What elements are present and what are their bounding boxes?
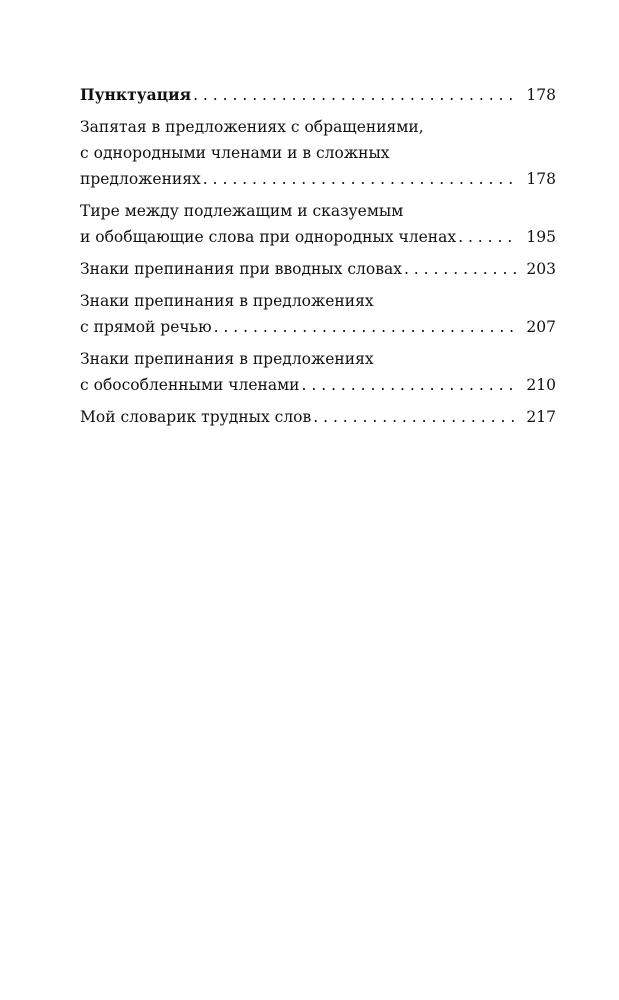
toc-entry-isolated-members[interactable]	[80, 346, 556, 398]
table-of-contents	[80, 82, 556, 436]
toc-page-number: 178	[526, 86, 556, 104]
toc-entry-title-line: Знаки препинания в предложениях	[80, 292, 374, 310]
toc-entry-title: с обособленными членами	[80, 376, 300, 394]
toc-page-number: 210	[526, 376, 556, 394]
toc-entry-comma[interactable]	[80, 114, 556, 192]
toc-entry-title: предложениях	[80, 170, 201, 188]
toc-entry-title-line: с однородными членами и в сложных	[80, 144, 390, 162]
toc-entry-title: с прямой речью	[80, 318, 212, 336]
toc-entry-line	[80, 256, 556, 282]
toc-entry-title-line: Знаки препинания в предложениях	[80, 350, 374, 368]
dot-leader	[193, 82, 518, 108]
toc-entry-line	[80, 224, 556, 250]
toc-page-number: 203	[526, 260, 556, 278]
toc-entry-dictionary[interactable]	[80, 404, 556, 430]
toc-entry-dash[interactable]	[80, 198, 556, 250]
toc-entry-line	[80, 166, 556, 192]
dot-leader	[214, 314, 519, 340]
toc-entry-punctuation[interactable]	[80, 82, 556, 108]
toc-entry-introductory-words[interactable]	[80, 256, 556, 282]
toc-entry-title: и обобщающие слова при однородных членах	[80, 228, 457, 246]
toc-entry-line	[80, 82, 556, 108]
toc-page-number: 178	[526, 170, 556, 188]
dot-leader	[458, 224, 518, 250]
dot-leader	[404, 256, 518, 282]
toc-entry-title: Знаки препинания при вводных словах	[80, 260, 402, 278]
toc-entry-title-line: Запятая в предложениях с обращениями,	[80, 118, 424, 136]
toc-entry-line	[80, 404, 556, 430]
toc-entry-title: Пунктуация	[80, 85, 192, 104]
toc-page-number: 195	[526, 228, 556, 246]
toc-page-number: 207	[526, 318, 556, 336]
dot-leader	[302, 372, 519, 398]
dot-leader	[313, 404, 518, 430]
toc-entry-title-line: Тире между подлежащим и сказуемым	[80, 202, 404, 220]
toc-entry-line	[80, 372, 556, 398]
toc-page-number: 217	[526, 408, 556, 426]
dot-leader	[203, 166, 519, 192]
toc-entry-line	[80, 314, 556, 340]
toc-entry-title: Мой словарик трудных слов	[80, 408, 312, 426]
toc-entry-direct-speech[interactable]	[80, 288, 556, 340]
